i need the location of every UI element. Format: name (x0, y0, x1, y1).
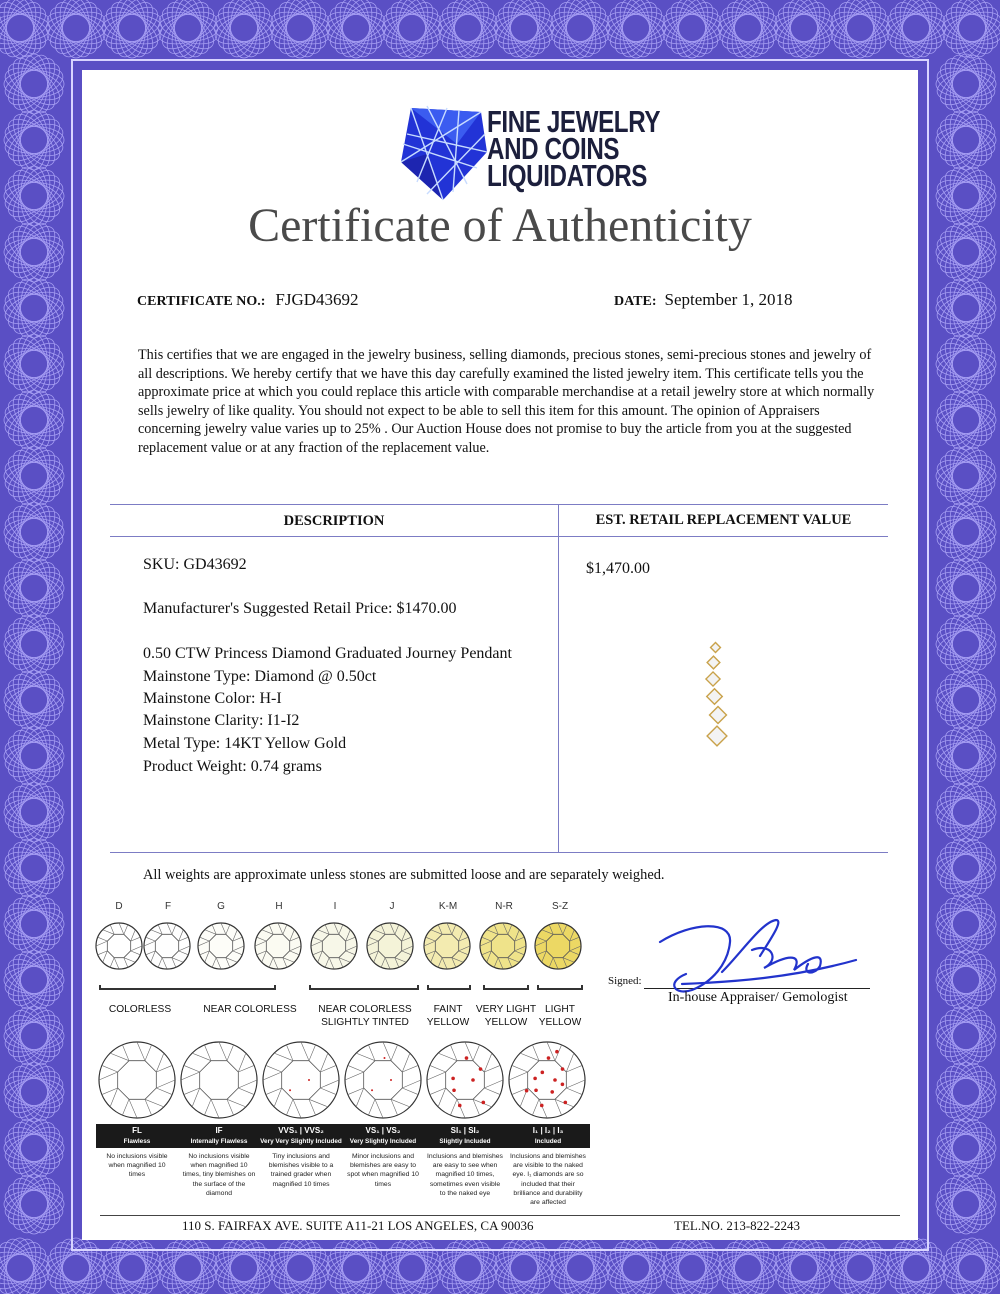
clarity-name-i: Included (534, 1138, 562, 1145)
clarity-desc-vvs: Tiny inclusions and blemishes visible to a trained grader when magnified 10 times (268, 1153, 334, 1188)
color-grade-s-z: S-Z (551, 901, 569, 912)
metal-type: Metal Type: 14KT Yellow Gold (143, 735, 347, 752)
color-grade-f: F (164, 901, 172, 912)
color-category-colorless: COLORLESS (108, 1004, 172, 1015)
logo-line-1: FINE JEWELRY (487, 104, 661, 139)
mainstone-clarity: Mainstone Clarity: I1-I2 (143, 712, 300, 729)
table-top-rule (110, 504, 888, 505)
clarity-desc-if: No inclusions visible when magnified 10 times, tiny blemishes on the surface of the diamond (182, 1153, 256, 1197)
clarity-name-fl: Flawless (123, 1138, 151, 1145)
logo-line-2: AND COINS (487, 131, 620, 166)
color-grade-i: I (333, 901, 337, 912)
color-category-light-yellow: LIGHT YELLOW (538, 1004, 582, 1028)
mainstone-type: Mainstone Type: Diamond @ 0.50ct (143, 668, 377, 685)
color-grade-j: J (389, 901, 395, 912)
signed-label: Signed: (608, 975, 642, 987)
pendant-image (698, 640, 734, 755)
clarity-diamonds (96, 1034, 596, 1126)
clarity-name-vvs: Very Very Slightly Included (260, 1138, 342, 1145)
clarity-desc-vs: Minor inclusions and blemishes are easy to spot when magnified 10 times (347, 1153, 419, 1188)
product-weight: Product Weight: 0.74 grams (143, 758, 322, 775)
table-column-divider (558, 504, 559, 853)
color-grade-k-m: K-M (438, 901, 458, 912)
appraiser-title: In-house Appraiser/ Gemologist (668, 990, 848, 1005)
certificate-number-value: FJGD43692 (275, 290, 359, 309)
color-grade-d: D (115, 901, 123, 912)
clarity-grade-i: I₁ | I₂ | I₃ (532, 1126, 564, 1135)
clarity-grade-if: IF (215, 1126, 223, 1135)
color-category-slightly-tinted: NEAR COLORLESS SLIGHTLY TINTED (318, 1004, 412, 1028)
clarity-grade-vvs: VVS₁ | VVS₂ (278, 1126, 324, 1135)
certificate-date (614, 290, 792, 310)
clarity-desc-i: Inclusions and blemishes are visible to the naked eye. I₁ diamonds are so included that their brilliance and durability are affected (510, 1153, 586, 1207)
footer-rule (100, 1215, 900, 1216)
logo-line-3: LIQUIDATORS (487, 158, 648, 193)
table-bottom-rule (110, 852, 888, 853)
value-header: EST. RETAIL REPLACEMENT VALUE (595, 512, 852, 528)
color-category-very-light-yellow: VERY LIGHT YELLOW (475, 1004, 537, 1028)
mainstone-color: Mainstone Color: H-I (143, 690, 282, 707)
clarity-name-vs: Very Slightly Included (349, 1138, 417, 1145)
certification-statement: This certifies that we are engaged in the jewelry business, selling diamonds, precious stones, semi-precious stones and jewelry of all descriptions. We hereby certify that we have this day carefully examined the listed jewelry item. This certificate tells you the approximate price at which you could replace this article with comparable merchandise at a retail jewelry store at which normally sells jewelry of like quality. You should not expect to be able to sell this item for this amount. The opinion of Appraisers concerning jewelry value varies up to 25% . Our Auction House does not promise to buy the article from you at the suggested replacement value or at any fraction of the replacement value. (138, 347, 875, 456)
company-logo-text (487, 104, 661, 193)
gem-logo-icon (397, 104, 491, 202)
clarity-grade-si: SI₁ | SI₂ (450, 1126, 480, 1135)
replacement-value: $1,470.00 (586, 560, 650, 577)
color-category-near-colorless: NEAR COLORLESS (203, 1004, 297, 1015)
color-grade-h: H (275, 901, 283, 912)
appraiser-signature (652, 912, 862, 1002)
sku: SKU: GD43692 (143, 556, 247, 573)
color-grade-g: G (217, 901, 225, 912)
item-title: 0.50 CTW Princess Diamond Graduated Journey Pendant (143, 645, 512, 662)
certificate-number-label: CERTIFICATE NO.: (137, 294, 266, 309)
clarity-name-si: Slightly Included (439, 1138, 491, 1145)
clarity-desc-fl: No inclusions visible when magnified 10 times (106, 1153, 168, 1179)
weights-note: All weights are approximate unless stones are submitted loose and are separately weighed. (143, 867, 665, 883)
footer-phone: TEL.NO. 213-822-2243 (674, 1218, 801, 1233)
certificate-number (137, 290, 359, 310)
footer-address: 110 S. FAIRFAX AVE. SUITE A11-21 LOS ANGELES, CA 90036 (182, 1218, 534, 1233)
color-diamonds (90, 915, 590, 995)
clarity-name-if: Internally Flawless (190, 1138, 248, 1145)
date-value: September 1, 2018 (664, 290, 793, 309)
clarity-grade-fl: FL (132, 1126, 142, 1135)
table-header-rule (110, 536, 888, 537)
clarity-grade-vs: VS₁ | VS₂ (365, 1126, 401, 1135)
color-category-faint-yellow: FAINT YELLOW (426, 1004, 470, 1028)
color-grade-n-r: N-R (495, 901, 513, 912)
msrp: Manufacturer's Suggested Retail Price: $1470.00 (143, 600, 457, 617)
description-header: DESCRIPTION (283, 513, 385, 529)
date-label: DATE: (614, 294, 657, 309)
clarity-desc-si: Inclusions and blemishes are easy to see when magnified 10 times, sometimes even visible to the naked eye (427, 1153, 503, 1197)
certificate-title: Certificate of Authenticity (248, 199, 752, 252)
